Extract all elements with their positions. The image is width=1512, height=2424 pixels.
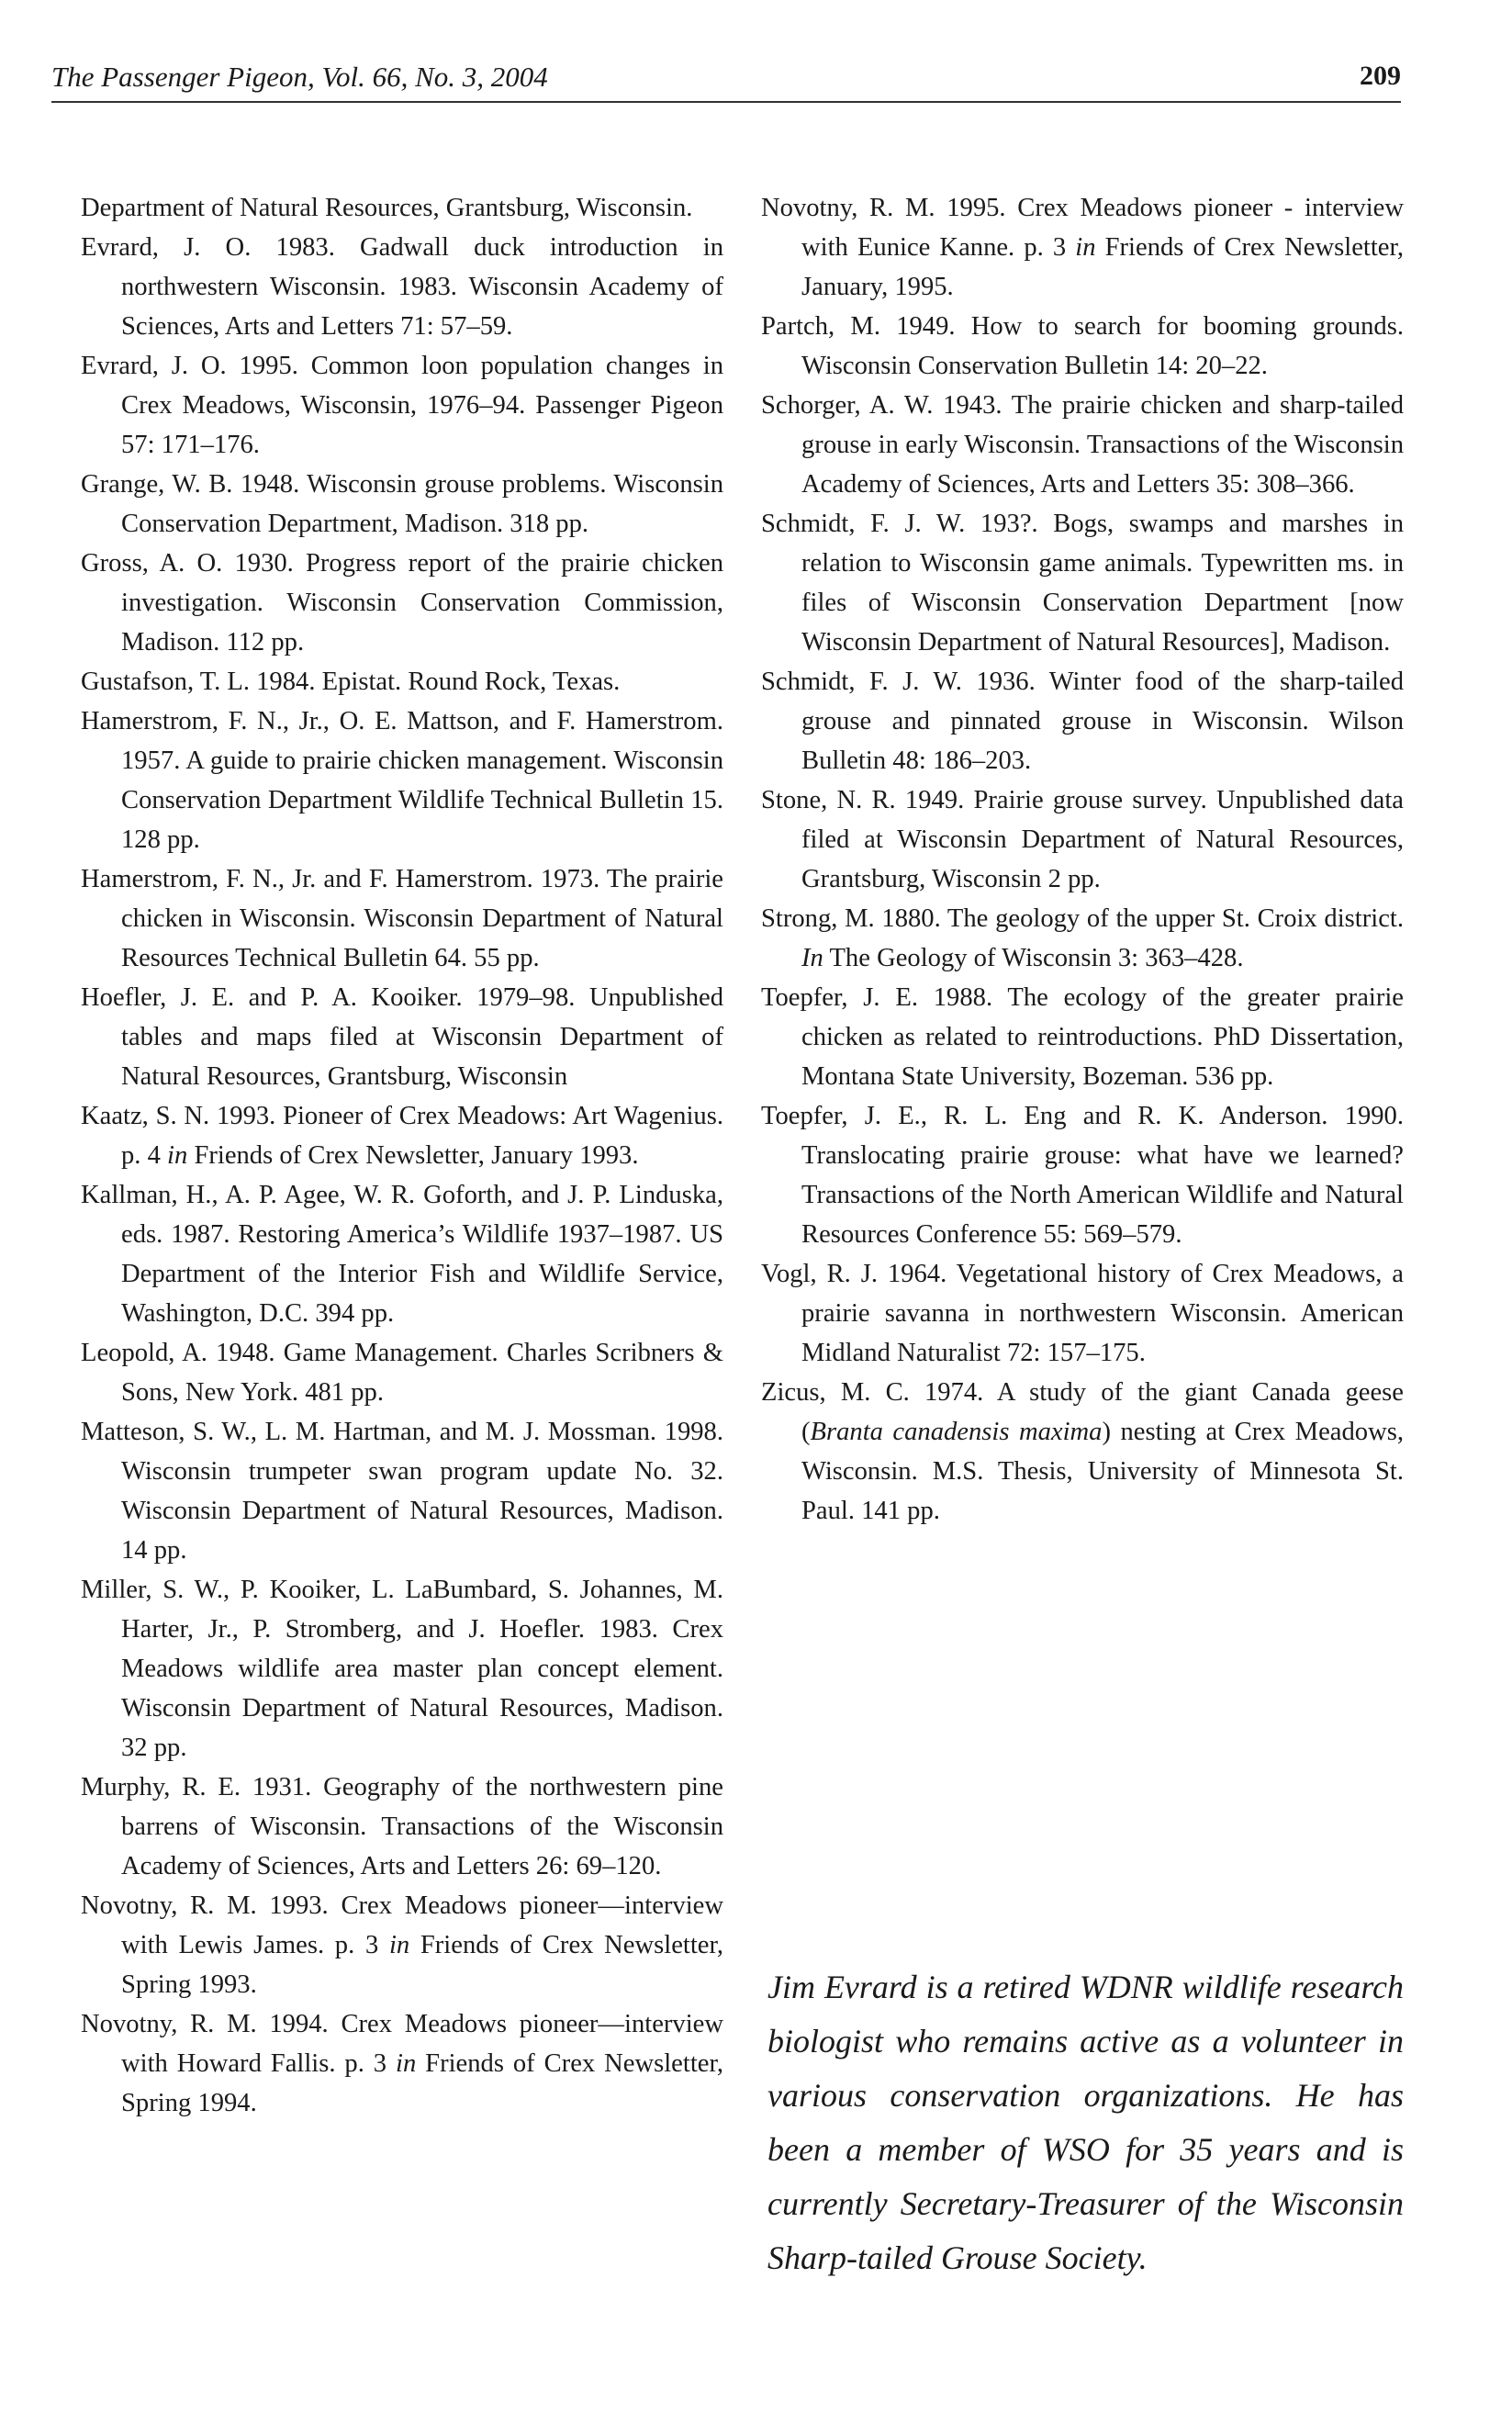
reference-italic-text: In (801, 944, 823, 972)
reference-entry (81, 1570, 723, 1768)
reference-entry (761, 662, 1404, 780)
reference-text-continued: Friends of Crex Newsletter, January, 1995. (801, 233, 1404, 301)
reference-entry (81, 662, 723, 701)
reference-entry (761, 188, 1404, 307)
reference-italic-text: in (1075, 233, 1096, 262)
reference-text: Schorger, A. W. 1943. The prairie chicken and sharp-tailed grouse in early Wisconsin. Transactions of the Wisconsin Academy of Sciences, Arts and Letters 35: 308–366. (761, 391, 1404, 499)
reference-entry (81, 188, 723, 228)
reference-entry (761, 386, 1404, 504)
reference-text: Kallman, H., A. P. Agee, W. R. Goforth, and J. P. Linduska, eds. 1987. Restoring America’s Wildlife 1937–1987. US Department of the Interior Fish and Wildlife Service, Washington, D.C. 394 pp. (81, 1181, 723, 1328)
reference-text: Evrard, J. O. 1983. Gadwall duck introduction in northwestern Wisconsin. 1983. Wisconsin Academy of Sciences, Arts and Letters 71: 57–59. (81, 233, 723, 341)
reference-entry (81, 1175, 723, 1333)
reference-text: Hoefler, J. E. and P. A. Kooiker. 1979–98. Unpublished tables and maps filed at Wisconsin Department of Natural Resources, Grantsburg, Wisconsin (81, 983, 723, 1091)
reference-text: Kaatz, S. N. 1993. Pioneer of Crex Meadows: Art Wagenius. p. 4 (81, 1102, 723, 1170)
reference-text: Miller, S. W., P. Kooiker, L. LaBumbard, S. Johannes, M. Harter, Jr., P. Stromberg, and J. Hoefler. 1983. Crex Meadows wildlife area master plan concept element. Wisconsin Department of Natural Resources, Madison. 32 pp. (81, 1576, 723, 1762)
reference-text: Department of Natural Resources, Grantsburg, Wisconsin. (81, 194, 693, 222)
reference-entry (761, 307, 1404, 386)
reference-entry (81, 1886, 723, 2004)
reference-text: Gustafson, T. L. 1984. Epistat. Round Rock, Texas. (81, 668, 621, 696)
reference-italic-text: Branta canadensis maxima (810, 1418, 1103, 1446)
reference-text: Vogl, R. J. 1964. Vegetational history of Crex Meadows, a prairie savanna in northwestern Wisconsin. American Midland Naturalist 72: 157–175. (761, 1260, 1404, 1367)
reference-entry (761, 1254, 1404, 1373)
reference-text: Toepfer, J. E., R. L. Eng and R. K. Anderson. 1990. Translocating prairie grouse: what have we learned? Transactions of the North American Wildlife and Natural Resources Conference 55: 569–579. (761, 1102, 1404, 1249)
reference-entry (81, 1768, 723, 1886)
reference-entry (761, 1096, 1404, 1254)
reference-text-continued: The Geology of Wisconsin 3: 363–428. (823, 944, 1244, 972)
reference-text: Novotny, R. M. 1995. Crex Meadows pioneer - interview with Eunice Kanne. p. 3 (761, 194, 1404, 262)
reference-text-continued: Friends of Crex Newsletter, Spring 1994. (121, 2049, 723, 2117)
reference-entry (81, 1096, 723, 1175)
reference-text: Leopold, A. 1948. Game Management. Charles Scribners & Sons, New York. 481 pp. (81, 1339, 723, 1407)
journal-title: The Passenger Pigeon, Vol. 66, No. 3, 2004 (51, 61, 548, 93)
reference-entry (81, 701, 723, 859)
reference-text: Matteson, S. W., L. M. Hartman, and M. J. Mossman. 1998. Wisconsin trumpeter swan program update No. 32. Wisconsin Department of Natural Resources, Madison. 14 pp. (81, 1418, 723, 1565)
reference-text: Grange, W. B. 1948. Wisconsin grouse problems. Wisconsin Conservation Department, Madison. 318 pp. (81, 470, 723, 538)
references-left-column (81, 188, 723, 2123)
reference-text: Hamerstrom, F. N., Jr., O. E. Mattson, and F. Hamerstrom. 1957. A guide to prairie chicken management. Wisconsin Conservation Department Wildlife Technical Bulletin 15. 128 pp. (81, 707, 723, 854)
reference-italic-text: in (388, 1931, 410, 1959)
reference-text: Hamerstrom, F. N., Jr. and F. Hamerstrom. 1973. The prairie chicken in Wisconsin. Wisconsin Department of Natural Resources Technical Bulletin 64. 55 pp. (81, 865, 723, 972)
reference-text: Schmidt, F. J. W. 1936. Winter food of the sharp-tailed grouse and pinnated grouse in Wisconsin. Wilson Bulletin 48: 186–203. (761, 668, 1404, 775)
reference-text: Schmidt, F. J. W. 193?. Bogs, swamps and marshes in relation to Wisconsin game animals. Typewritten ms. in files of Wisconsin Conservation Department [now Wisconsin Department of Natural Resources], Madison. (761, 510, 1404, 656)
reference-entry (761, 978, 1404, 1096)
reference-text: Strong, M. 1880. The geology of the upper St. Croix district. (761, 904, 1404, 933)
reference-text: Evrard, J. O. 1995. Common loon population changes in Crex Meadows, Wisconsin, 1976–94. Passenger Pigeon 57: 171–176. (81, 352, 723, 459)
reference-entry (81, 544, 723, 662)
reference-entry (81, 465, 723, 544)
reference-text: Zicus, M. C. 1974. A study of the giant Canada geese ( (761, 1378, 1404, 1446)
reference-text: Novotny, R. M. 1994. Crex Meadows pioneer—interview with Howard Fallis. p. 3 (81, 2010, 723, 2078)
reference-entry (761, 899, 1404, 978)
reference-entry (81, 1412, 723, 1570)
reference-text: Stone, N. R. 1949. Prairie grouse survey. Unpublished data filed at Wisconsin Department of Natural Resources, Grantsburg, Wisconsin 2 pp. (761, 786, 1404, 893)
reference-entry (761, 780, 1404, 899)
reference-italic-text: in (396, 2049, 417, 2078)
references-right-column (761, 188, 1404, 1531)
reference-entry (81, 978, 723, 1096)
page-number: 209 (1360, 61, 1401, 91)
reference-entry (81, 228, 723, 346)
reference-entry (81, 1333, 723, 1412)
reference-text-continued: Friends of Crex Newsletter, January 1993. (187, 1141, 639, 1170)
reference-text: Novotny, R. M. 1993. Crex Meadows pioneer—interview with Lewis James. p. 3 (81, 1891, 723, 1959)
author-bio: Jim Evrard is a retired WDNR wildlife research biologist who remains active as a volunteer in various conservation organizations. He has been a member of WSO for 35 years and is currently Secretary-Treasurer of the Wisconsin Sharp-tailed Grouse Society. (767, 1969, 1404, 2276)
reference-italic-text: in (167, 1141, 188, 1170)
reference-text: Toepfer, J. E. 1988. The ecology of the greater prairie chicken as related to reintroductions. PhD Dissertation, Montana State University, Bozeman. 536 pp. (761, 983, 1404, 1091)
reference-entry (761, 1373, 1404, 1531)
reference-entry (761, 504, 1404, 662)
running-head (51, 57, 1401, 103)
reference-text: Murphy, R. E. 1931. Geography of the northwestern pine barrens of Wisconsin. Transactions of the Wisconsin Academy of Sciences, Arts and Letters 26: 69–120. (81, 1773, 723, 1880)
reference-text-continued: Friends of Crex Newsletter, Spring 1993. (121, 1931, 723, 1999)
reference-text: Partch, M. 1949. How to search for booming grounds. Wisconsin Conservation Bulletin 14: 20–22. (761, 312, 1404, 380)
reference-text-continued: ) nesting at Crex Meadows, Wisconsin. M.S. Thesis, University of Minnesota St. Paul. 141 pp. (801, 1418, 1404, 1525)
reference-entry (81, 859, 723, 978)
reference-entry (81, 2004, 723, 2123)
reference-entry (81, 346, 723, 465)
reference-text: Gross, A. O. 1930. Progress report of the prairie chicken investigation. Wisconsin Conservation Commission, Madison. 112 pp. (81, 549, 723, 656)
